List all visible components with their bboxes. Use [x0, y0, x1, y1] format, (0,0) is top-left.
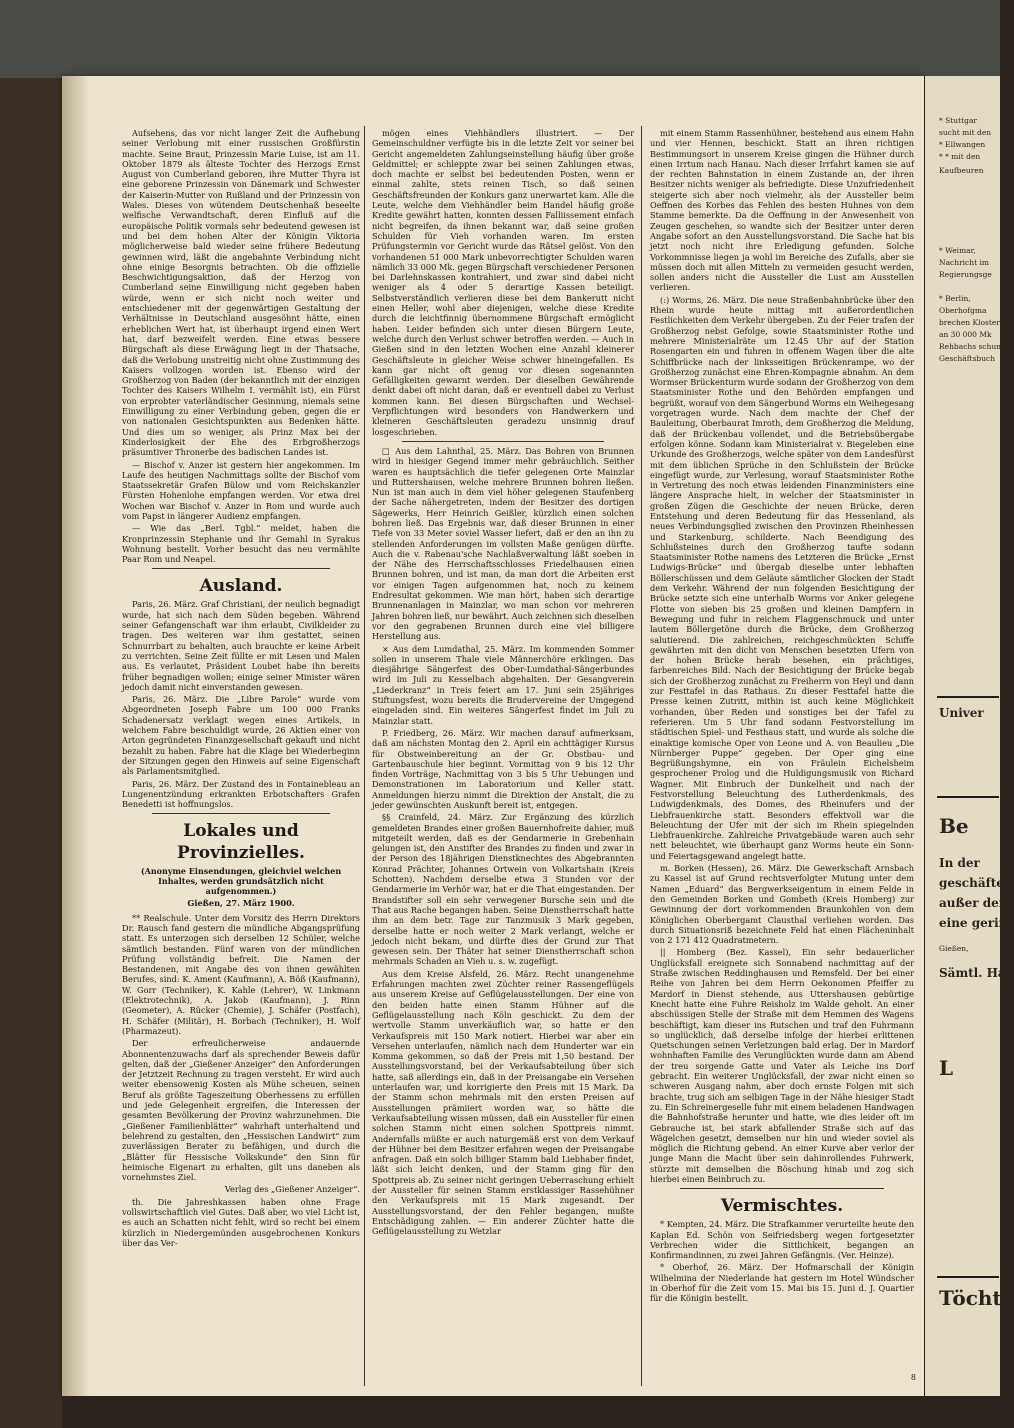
section-heading-vermischtes: Vermischtes. [720, 1196, 844, 1217]
adjacent-heading: L [939, 1056, 954, 1080]
adjacent-text: * Weimar, [939, 246, 976, 255]
adjacent-text: an 30 000 Mk [939, 330, 992, 339]
article-alsfeld: Aus dem Kreise Alsfeld, 26. März. Recht unangenehme Erfahrungen machten zwei Züchter reiner Rassengeflügels aus unserem Kreise auf Geflügelausstellungen. Der eine von den beiden hatte einen Stamm Hühner auf die Geflügelausstellung nach Köln geschickt. Zu dem der wertvolle Stamm unverkäuflich war, so hatte er den Verkaufspreis mit 150 Mark notiert. Hierbei war aber ein Versehen unterlaufen, nämlich nach dem Hunderter war ein Komma gekommen, so daß der Preis mit 1,50 bestand. Der Ausstellungsvorstand, bei der Verkaufsabteilung über sich hatte, saß allerdings ein, daß in der Preisangabe ein Versehen unterlaufen war, und korrigierte den Preis mit 15 Mark. Da der Stamm schon mehrmals mit den ersten Preisen auf Ausstellungen prämiiert worden war, so hätte die Verkaufsabteilung wissen müssen, daß ein Aussteller für einen solchen Stamm nicht einen solchen Spottpreis nimmt. Andernfalls müßte er auch naturgemäß erst von dem Verkauf der Hühner bei dem Besitzer erfahren wegen der Preisangabe anfragen. Daß ein solch billiger Stamm bald Liebhaber findet, läßt sich leicht denken, und der Stamm ging für den Spottpreis ab. Zu seiner nicht geringen Ueberraschung erhielt der Aussteller für seinen Stamm erstklassiger Rassehühner den Verkaufspreis mit 15 Mark zugesandt. Der Ausstellungsvorstand, der den Fehler begangen, mußte Entschädigung zahlen. — Ein anderer Züchter hatte die Geflügelausstellung zu Wetzlar [372, 968, 634, 1237]
article-kempten: * Kempten, 24. März. Die Strafkammer verurteilte heute den Kaplan Ed. Schön von Seifriedsberg wegen fortgesetzter Verbrechen wider die Sittlichkeit, begangen an Konfirmandinnen, zu zwei Jahren Gefängnis. (Ver. Heinze). [650, 1219, 914, 1261]
section-heading-lokales: Lokales und Provinzielles. [177, 821, 305, 864]
adjacent-text: brechen Klosterg [939, 318, 1005, 327]
article-kassen: th. Die Jahreshkassen haben ohne Frage vollswirtschaftlich viel Gutes. Daß aber, wo viel Licht ist, es auch an Schatten nicht fehlt, wird so recht bei einem kürzlich in Niedergemünden ausgebrochenen Konkurs über das Ver- [122, 1196, 360, 1248]
adjacent-heading: Töchte [939, 1286, 1014, 1310]
article-oberhof: * Oberhof, 26. März. Der Hofmarschall der Königin Wilhelmina der Niederlande hat gestern im Hotel Wündscher in Oberhof für die Zeit vom 15. Mai bis 15. Juni d. J. Quartier für die Königin bestellt. [650, 1262, 914, 1304]
article-borken: m. Borken (Hessen), 26. März. Die Gewerkschaft Arnsbach zu Kassel ist auf Grund rechtsverfolgter Mutung unter dem Namen „Eduard“ das Bergwerkseigentum in einem Felde in den Gemeinden Borken und Gombeth (Kreis Homberg) zur Gewinnung der dort vorkommenden Braunkohlen von dem Königlichen Oberbergamt Clausthal verliehen worden. Das durch Situationsriß bezeichnete Feld hat einen Flächeninhalt von 2 171 412 Quadratmetern. [650, 863, 914, 946]
adjacent-heading: außer den [939, 896, 1008, 910]
article-lahnthal: □ Aus dem Lahnthal, 25. März. Das Bohren von Brunnen wird in hiesiger Gegend immer mehr gebräuchlich. Seither waren es hauptsächlich die tiefer gelegenen Orte Mainzlar und Ruttershausen, welche mehrere Brunnen bohren ließen. Nun ist man auch in dem viel höher gelegenen Staufenberg der Sache nähergetreten, indem der Besitzer des dortigen Sägewerks, Herr Heinrich Geißler, kürzlich einen solchen bohren ließ. Das Ergebnis war, daß dieser Brunnen in einer Tiefe von 33 Meter soviel Wasser liefert, daß er den an ihn zu stellenden Anforderungen im vollsten Maße genügen dürfte. Auch die v. Rabenau'sche Nachlaßverwaltung läßt soeben in der Nähe des Herrschaftsschlosses Friedelhausen einen Brunnen bohren, und ist man, da man dort die Arbeiten erst vor einigen Tagen aufgenommen hat, noch zu keinem Endresultat gekommen. Wie man hört, haben sich derartige Brunnenanlagen in Mainzlar, wo man schon vor mehreren Jahren bohren ließ, nur bewährt. Auch zeichnen sich dieselben vor den gegrabenen Brunnen durch eine viel billigere Herstellung aus. [372, 445, 634, 642]
adjacent-text: * Stuttgar [939, 116, 978, 125]
article-libre-parole: Paris, 26. März. Die „Libre Parole“ wurde vom Abgeordneten Joseph Fabre um 100 000 Franks Schadenersatz verklagt wegen eines Artikels, in welchem Fabre beschuldigt wurde, 26 Aktien einer von Arton gegründeten Finanzgesellschaft gekauft und nicht bezahlt zu haben. Fabre hat die Klage bei Wiederbeginn der Sitzungen gegen den Hinweis auf seine Eigenschaft als Parlamentsmitglied. [122, 694, 360, 777]
column-2 [372, 128, 634, 1238]
adjacent-heading: eine gerin [939, 916, 1008, 930]
adjacent-heading: In der [939, 856, 980, 870]
adjacent-heading: Be [939, 814, 969, 838]
desk-bottom [62, 1396, 1000, 1428]
article-worms: (:) Worms, 26. März. Die neue Straßenbahnbrücke über den Rhein wurde heute mittag mit außerordentlichen Festlichkeiten dem Verkehr übergeben. Zu der Feier trafen der Großherzog nebst Gefolge, sowie Staatsminister Rothe und mehrere Ministerialräte um 12.45 Uhr auf der Station Rosengarten ein und fuhren in offenem Wagen über die alte Schiffbrücke nach der linksseitigen Brückenrampe, wo der Großherzog zunächst eine Ehren-Kompagnie abnahm. An dem Wormser Brückenturm wurde sodann der Großherzog von dem Staatsminister Rothe und den Behörden empfangen und begrüßt, worauf von dem Sängerbund Worms ein Weihegesang vorgetragen wurde. Nach dem machte der Chef der Bauleitung, Oberbaurat Imroth, dem Großherzog die Meldung, daß der Brückenbau vollendet, und die Betriebsübergabe erfolgen könne. Sodann kam Ministerialrat v. Biegeleben eine Urkunde des Großherzogs, welche später von dem Landesfürst mit dem üblichen Sprüche in den Schlußstein der Brücke eingefügt wurde, zur Verlesung, worauf Staatsminister Rothe in Vertretung des noch etwas leidenden Finanzministers eine längere Ansprache hielt, in welcher der Staatsminister in großen Zügen die Geschichte der neuen Brücke, deren Entstehung und deren Bedeutung für das Hessenland, als neues Verbindungsglied zwischen den Provinzen Rheinhessen und Starkenburg, schilderte. Nach Beendigung des Schlußsteines durch den Großherzog taufte sodann Staatsminister Rothe namens des Letzteren die Brücke „Ernst Ludwigs-Brücke“ und übergab dieselbe unter lebhaften Böllerschüssen und dem Geläute sämtlicher Glocken der Stadt dem Verkehr. Während der nun folgenden Besichtigung der Brücke setzte sich eine unterhalb Worms vor Anker gelegene Flotte von sieben bis 25 großen und kleinen Dampfern in Bewegung und fuhr in reichem Flaggenschmuck und unter lautem Böllergetöne durch die Brücke, dem Großherzog salutierend. Die zahlreichen, reichgeschmückten Schiffe gewährten mit den dicht von Menschen besetzten Ufern von der hohen Brücke herab besehen, ein prächtiges, farbenreiches Bild. Nach der Besichtigung der Brücke begab sich der Großherzog zunächst zu Freiherrn von Heyl und dann zur Festtafel in das Rathaus. Zu dieser Festtafel hatte die Presse keinen Zutritt, mithin ist auch keine Möglichkeit vorhanden, über Reden und sonstiges bei der Tafel zu referieren. Um 5 Uhr fand sodann Festvorstellung im städtischen Spiel- und Festhaus statt, und wurde als solche die einaktige komische Oper von Leone und A. von Beaulieu „Die Nürnberger Puppe“ gegeben. Der Oper ging eine Begrüßungshymne, ein von Fräulein Eichelsheim gesprochener Prolog und die Huldigungsmusik von Richard Wagner. Mit Einbruch der Dunkelheit und nach der Festvorstellung Beleuchtung des Lutherdenkmals, des Ludwigdenkmals, des Domes, des Rheinufers und der Liebfrauenkirche statt. Besonders effektvoll war die Beleuchtung der Ufer mit der sich im Rhein spiegelnden Liebfrauenkirche. Zahlreiche Privatgebäude waren auch sehr nett beleuchtet, wie überhaupt ganz Worms heute ein Sonn- und Feiertagsgewand angelegt hatte. [650, 294, 914, 861]
column-3 [650, 128, 914, 1306]
column-1 [122, 128, 360, 1250]
adjacent-text: sucht mit den [939, 128, 992, 137]
separator [680, 1188, 884, 1189]
article-cumberland: Aufsehens, das vor nicht langer Zeit die Aufhebung seiner Verlobung mit einer russischen Großfürstin machte. Seine Braut, Prinzessin Marie Luise, ist am 11. Oktober 1879 als älteste Tochter des Herzogs Ernst August von Cumberland geboren, ihre Mutter Thyra ist eine geborene Prinzessin von Dänemark und Schwester der Kaiserin-Mutter von Rußland und der Prinzessin von Wales. Dieses von wütendem Deutschenhaß beseelte welfische Verwandtschaft, deren Einfluß auf die europäische Politik vormals sehr bedeutend gewesen ist und bei dem hohen Alter der Königin Viktoria möglicherweise bald wieder seine frühere Bedeutung gewinnen wird, läßt die angebahnte Verbindung nicht ohne einige Besorgnis betrachten. Ob die offizielle Beschwichtigungsaktion, daß der Herzog von Cumberland seine Einwilligung nicht gegeben haben würde, wenn er sich nicht noch weiter und entschiedener mit der gegenwärtigen Gestaltung der Verhältnisse in Deutschland ausgesöhnt hätte, einen erheblichen Wert hat, ist überhaupt irgend einen Wert hat, darf bezweifelt werden. Eine etwas bessere Bürgschaft als diese Erwägung liegt in der Thatsache, daß die Verlobung unstreitig nicht ohne Zustimmung des Kaisers vollzogen worden ist. Ebenso wird der Großherzog von Baden (der bekanntlich mit der einzigen Tochter des Kaisers Wilhelm I. vermählt ist), ein Fürst von erprobter vaterländischer Gesinnung, niemals seine Einwilligung zu einer Verbindung geben, gegen die er von nationalen Gesichtspunkten aus Bedenken hätte. Und dies um so weniger, als Prinz Max bei der Kinderlosigkeit der Ehe des Erbgroßherzogs präsumtiver Thronerbe des badischen Landes ist. [122, 128, 360, 458]
article-christiani: Paris, 26. März. Graf Christiani, der neulich begnadigt wurde, hat sich nach dem Süden begeben. Während seiner Gefangenschaft war ihm erlaubt, Civilkleider zu tragen. Des weiteren war ihm gestattet, seinen Schnurrbart zu behalten, auch brauchte er keine Arbeit zu verrichten. Seine Zeit füllte er mit Lesen und Malen aus. Es verlautet, Präsident Loubet habe ihn bereits früher begnadigen wollen; einige seiner Minister wären jedoch damit nicht einverstanden gewesen. [122, 599, 360, 692]
publisher-signature: Verlag des „Gießener Anzeiger“. [224, 1184, 360, 1195]
section-note: (Anonyme Einsendungen, gleichviel welchen Inhaltes, werden grundsätzlich nicht aufgenommen.) [140, 866, 342, 897]
article-friedberg: P. Friedberg, 26. März. Wir machen darauf aufmerksam, daß am nächsten Montag den 2. April ein achttägiger Kursus für Obstweinbereitung an der Gr. Obstbau- und Gartenbauschule hier beginnt. Vormittag von 9 bis 12 Uhr finden Vorträge, Nachmittag von 3 bis 5 Uhr Uebungen und Demonstrationen im Laboratorium und Keller statt. Anmeldungen hierzu nimmt die Direktion der Anstalt, die zu jeder gewünschten Auskunft bereit ist, entgegen. [372, 727, 634, 810]
article-stephanie: — Wie das „Berl. Tgbl.“ meldet, haben die Kronprinzessin Stephanie und ihr Gemahl in Syrakus Wohnung bestellt. Vorher besucht das neu vermählte Paar Rom und Neapel. [122, 523, 360, 565]
column-rule-2 [641, 126, 642, 1386]
article-benedetti: Paris, 26. März. Der Zustand des in Fontainebleau an Lungenentzündung erkrankten Erbotschafters Grafen Benedetti ist hoffnungslos. [122, 778, 360, 810]
article-homberg: || Homberg (Bez. Kassel), Ein sehr bedauerlicher Unglücksfall ereignete sich Sonnabend nachmittag auf der Straße zwischen Reddinghausen und Remsfeld. Der bei einer Reihe von Jahren bei dem Herrn Oekonomen Pfeiffer zu Mardorf in Dienst stehende, aus Uttershausen gebürtige Knecht hatte eine Fuhre Reisholz im Walde geholt. An einer abschüssigen Stelle der Straße mit dem Hemmen des Wagens beschäftigt, kam dieser ins Rutschen und traf den Fuhrmann so unglücklich, daß derselbe infolge der hierbei erlittenen Quetschungen seinen Verletzungen bald erlag. Der in Mardorf wohnhaften Familie des Verunglückten wurde dann am Abend der treu sorgende Gatte und Vater als Leiche ins Dorf gebracht. Ein weiterer Unglücksfall, der zwar nicht einen so schweren Ausgang nahm, aber doch ernste Folgen mit sich brachte, trug sich am selbigen Tage in der Nähe hiesiger Stadt zu. Ein Schreinergeselle fuhr mit einem beladenen Handwagen die Bahnhofstraße herunter und hatte, wie dies leider oft im Gebrauche ist, bei stark abfallender Straße sich auf das Wägelchen gesetzt, demselben nur hin und wieder soviel als möglich die Richtung gebend. An einer Kurve aber verlor der junge Mann die Macht über sein dahinrollendes Fuhrwerk, stürzte mit demselben die Böschung hinab und zog sich hierbei einen Beinbruch zu. [650, 947, 914, 1184]
article-realschule: ** Realschule. Unter dem Vorsitz des Herrn Direktors Dr. Rausch fand gestern die mündliche Abgangsprüfung statt. Es unterzogen sich derselben 12 Schüler, welche sämtlich bestanden. Fünf waren von der mündlichen Prüfung vollständig befreit. Die Namen der Bestandenen, mit Angabe des von ihnen gewählten Berufes, sind: K. Ament (Kaufmann), A. Böß (Kaufmann), W. Gorr (Techniker), K. Kahle (Lehrer), W. Linkmann (Elektrotechnik), A. Jakob (Kaufmann), J. Rinn (Geometer), A. Rücker (Chemie), J. Schäfer (Postfach), H. Schäfer (Militär), H. Borbach (Techniker), H. Wolf (Pharmazeut). [122, 912, 360, 1036]
newspaper-page [62, 76, 924, 1396]
adjacent-text: Rehbachs schun [939, 342, 1001, 351]
adjacent-text: Geschäftsbuch [939, 354, 996, 363]
dateline: Gießen, 27. März 1900. [187, 898, 295, 909]
article-abonnenten: Der erfreulicherweise andauernde Abonnentenzuwachs darf als sprechender Beweis dafür gelten, daß der „Gießener Anzeiger“ den Anforderungen der Jetztzeit Rechnung zu tragen versteht. Er wird auch weiter ebensowenig Kosten als Mühe scheuen, seinen Beruf als größte Tageszeitung Oberhessens zu erfüllen und jede Gelegenheit ergreifen, die Interessen der gesamten Bevölkerung der Provinz wahrzunehmen. Die „Gießener Familienblätter“ wahrhaft unterhaltend und belehrend zu gestalten, den „Hessischen Landwirt“ zum zuverlässigen Berater zu befähigen, und durch die „Blätter für Hessische Volkskunde“ den Sinn für heimische Eigenart zu erhalten, gilt uns daneben als vornehmstes Ziel. [122, 1038, 360, 1183]
adjacent-heading: geschäften [939, 876, 1013, 890]
separator [402, 441, 604, 442]
divider [937, 696, 999, 698]
adjacent-text: * * mit den [939, 152, 981, 161]
adjacent-text: Regierungsge [939, 270, 992, 279]
adjacent-text: * Ellwangen [939, 140, 986, 149]
separator [152, 568, 330, 569]
divider [937, 1276, 999, 1278]
divider [937, 796, 999, 798]
desk-surface [0, 0, 1000, 78]
adjacent-text: Nachricht im [939, 258, 989, 267]
article-lumdathal: × Aus dem Lumdathal, 25. März. Im kommenden Sommer sollen in unserem Thale viele Männerchöre erklingen. Das diesjährige Sängerfest des Ober-Lumdathal-Sängerbundes wird im Juli zu Kesselbach abgehalten. Der Gesangverein „Liederkranz“ in Treis feiert am 17. Juni sein 25jähriges Stiftungsfest, wozu bereits die Brudervereine der Umgegend eingeladen sind. Ein weiteres Sängerfest findet im Juli zu Mainzlar statt. [372, 643, 634, 726]
article-anzer: — Bischof v. Anzer ist gestern hier angekommen. Im Laufe des heutigen Nachmittags sollte der Bischof vom Staatssekretär Grafen Bülow und vom Reichskanzler Fürsten Hohenlohe empfangen werden. Vor etwa drei Wochen war Bischof v. Anzer in Rom und wurde auch vom Papst in längerer Audienz empfangen. [122, 459, 360, 521]
article-viehhaendler: mögen eines Viehhändlers illustriert. — Der Gemeinschuldner verfügte bis in die letzte Zeit vor seiner bei Gericht angemeldeten Zahlungseinstellung häufig über große Geldmittel; er schleppte zwar bei seinen Zahlungen etwas, doch machte er selbst bei bedeutenden Posten, wenn er einmal zahlte, stets reinen Tisch, so daß seinen Geschäftsfreunden der Konkurs ganz unerwartet kam. Alle die Leute, welche dem Viehhändler beim Handel häufig große Kredite gewährt hatten, konnten dessen Falliissement einfach nicht begreifen, da ihnen bekannt war, daß seine großen Schulden für Vieh vorhanden waren. Im ersten Prüfungstermin vor Gericht wurde das Rätsel gelöst. Von den vorhandenen 51 000 Mark unbevorrechtigter Schulden waren nämlich 33 000 Mk. gegen Bürgschaft verschiedener Personen bei Darlehnskassen kontrahiert, und zwar sind dabei nicht weniger als 4 oder 5 derartige Kassen beteiligt. Selbstverständlich verlieren diese bei dem Bankerutt nicht einen Heller, wohl aber diejenigen, welche diese Kredite durch die leichtfinnig übernommene Bürgschaft ermöglicht haben. Leider befinden sich unter diesen Bürgern Leute, welche durch den Verlust schwer betroffen werden. — Auch in Gießen sind in den letzten Wochen eine Anzahl kleinerer Geschäftsleute in gleicher Weise schwer hineingefallen. Es kann gar nicht oft genug vor diesen sogenannten Gefälligkeiten gewarnt werden. Der dieselben Gewährende denkt dabei oft nicht daran, daß er eventuell dabei zu Verlust kommen kann. Bei diesen Bürgschaften und Wechsel-Verpflichtungen wird besonders von Handwerkern und kleineren Geschäftsleuten geradezu unsinnig drauf losgeschrieben. [372, 128, 634, 437]
adjacent-page [925, 76, 1014, 1396]
separator [152, 813, 330, 814]
article-rassenhuehner: mit einem Stamm Rassenhühner, bestehend aus einem Hahn und vier Hennen, beschickt. Statt an ihren richtigen Bestimmungsort in unserem Kreise gingen die Hühner durch einen Irrtum nach Hanau. Nach dieser Irrfahrt kamen sie auf der rechten Bahnstation in einem Zustande an, der ihren Besitzer nichts weniger als befriedigte. Diese Unzufriedenheit steigerte sich aber noch vielmehr, als der Aussteller beim Oeffnen des Korbes das Fehlen des besten Huhnes von dem Stamme bemerkte. Da die Oeffnung in der Anwesenheit von Zeugen geschehen, so wandte sich der Besitzer unter deren Angabe sofort an den Ausstellungsvorstand. Die Sache hat bis jetzt noch nicht ihre Erledigung gefunden. Solche Vorkommnisse liegen ja wohl im Bereiche des Zufalls, aber sie müssen doch mit allen Mitteln zu vermeiden gesucht werden, sollen anders nicht die Aussteller die Lust am Ausstellen verlieren. [650, 128, 914, 293]
article-crainfeld: §§ Crainfeld, 24. März. Zur Ergänzung des kürzlich gemeldeten Brandes einer großen Bauernhofreite dahier, muß mitgeteilt werden, daß es der Gendarmerie in Grebenhain gelungen ist, den Anstifter des Brandes zu finden und zwar in der Person des 18jährigen Dienstknechtes des Abgebrannten Konrad Prächter, Johannes Ortwein von Volkartshain (Kreis Schotten). Nachdem derselbe etwa 3 Stunden vor der Gendarmerie im Verhör war, hat er die That eingestanden. Der Brandstifter soll ein sehr verwegener Bursche sein und die That aus Rache begangen haben. Seine Dienstherrschaft hatte ihm an dem betr. Tage zur Tanzmusik 3 Mark gegeben, derselbe hatte er noch weiter 2 Mark verlangt, welche er jedoch nicht bekam, und dürfte dies der Grund zur That gewesen sein. Der Thäter hat seiner Dienstherrschaft schon mehrmals Schaden an Vieh u. s. w. zugefügt. [372, 812, 634, 967]
adjacent-text: Gießen, [939, 944, 969, 953]
adjacent-text: * Berlin, [939, 294, 971, 303]
page-number: 8 [910, 1373, 916, 1382]
adjacent-heading: Sämtl. Ha [939, 966, 1006, 980]
adjacent-text: Oberhofgma [939, 306, 987, 315]
adjacent-text: Kaufbeuren [939, 166, 984, 175]
adjacent-heading: Univer [939, 706, 984, 720]
column-rule-1 [364, 126, 365, 1386]
page-binding-shadow [62, 76, 90, 1396]
section-heading-ausland: Ausland. [199, 576, 283, 597]
